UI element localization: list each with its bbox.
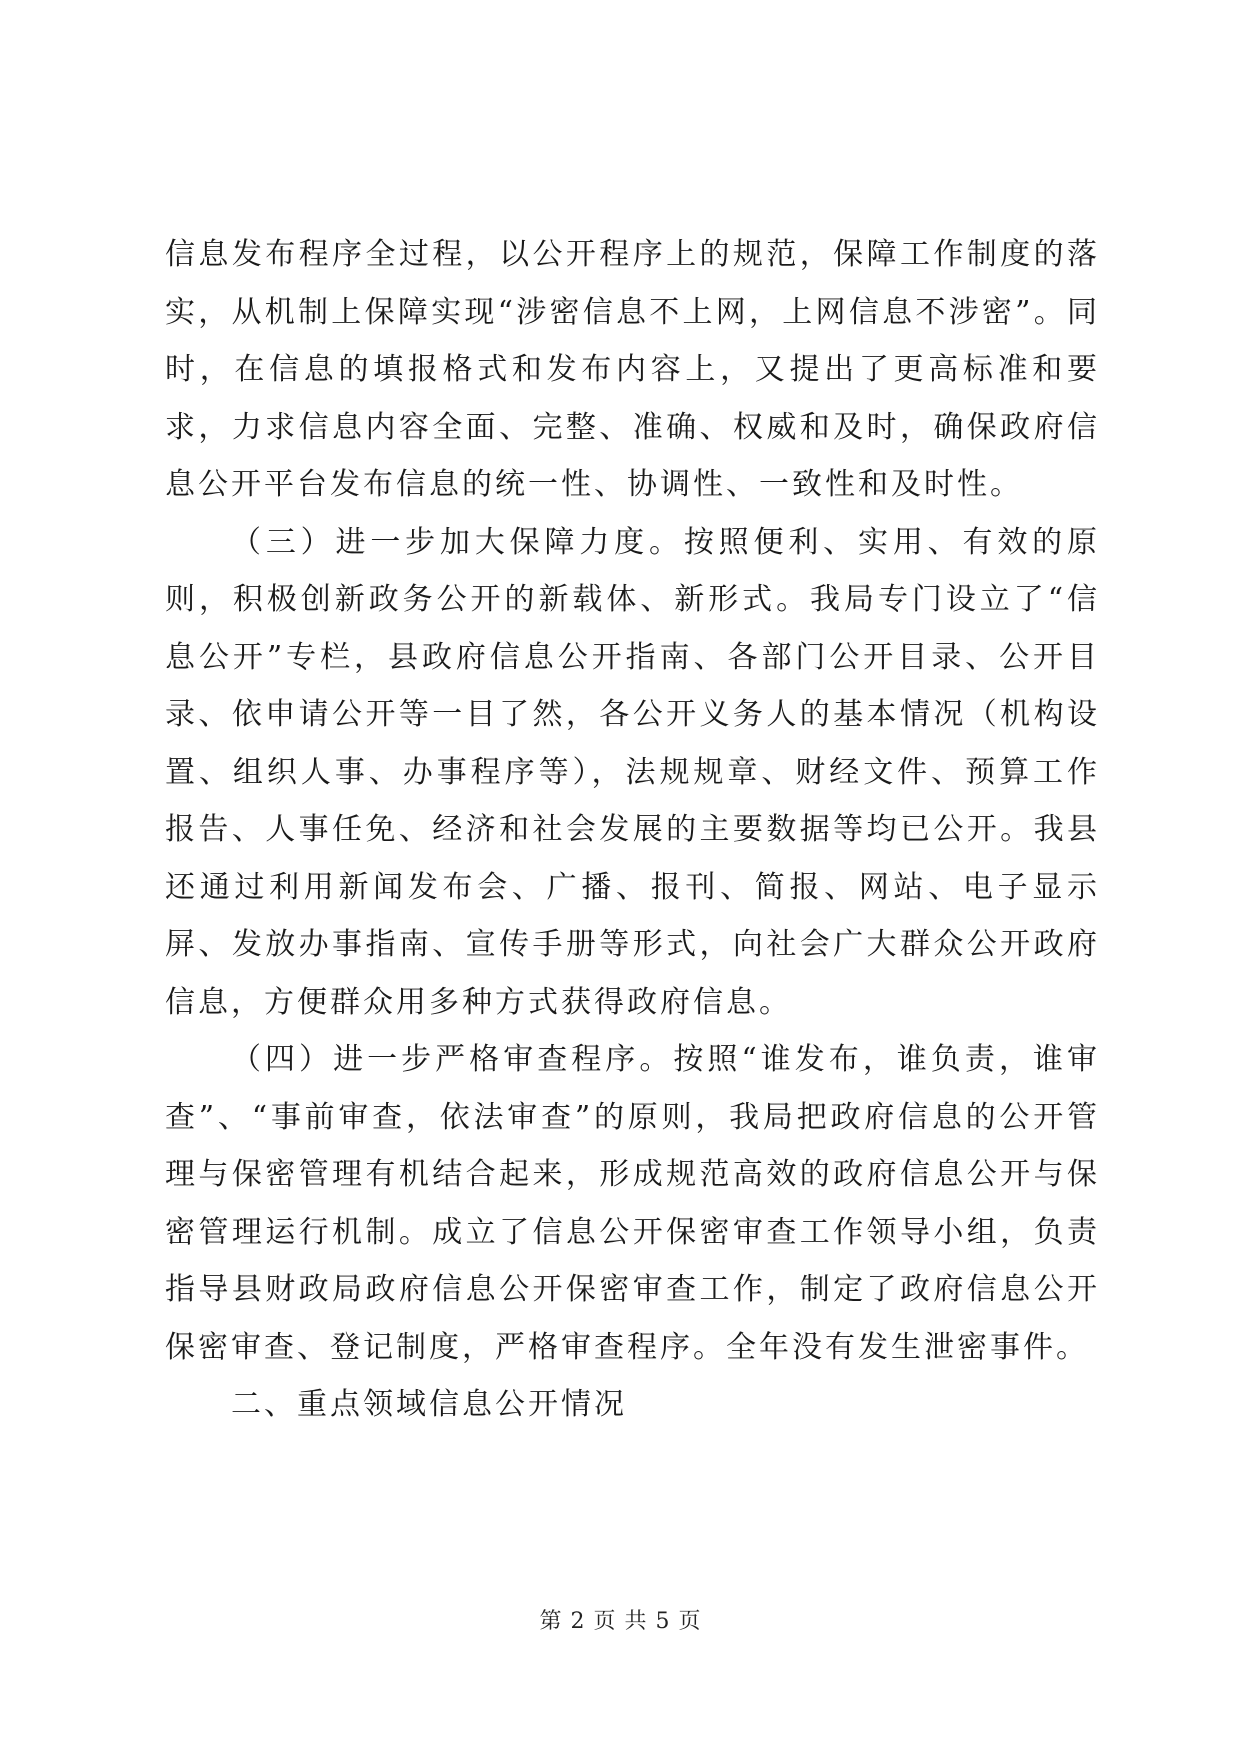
page-number-footer: 第 2 页 共 5 页 xyxy=(539,1609,702,1634)
paragraph-section-four: （四）进一步严格审查程序。按照“谁发布，谁负责，谁审查”、“事前审查，依法审查”的原则，我局把政府信息的公开管理与保密管理有机结合起来，形成规范高效的政府信息公开与保密管理运行机制。成立了信息公开保密审查工作领导小组，负责指导县财政局政府信息公开保密审查工作，制定了政府信息公开保密审查、登记制度，严格审查程序。全年没有发生泄密事件。 xyxy=(165,1042,1100,1365)
document-body xyxy=(165,226,1100,1434)
section-heading-two: 二、重点领域信息公开情况 xyxy=(231,1387,627,1422)
paragraph-section-three: （三）进一步加大保障力度。按照便利、实用、有效的原则，积极创新政务公开的新载体、新形式。我局专门设立了“信息公开”专栏，县政府信息公开指南、各部门公开目录、公开目录、依申请公开等一目了然，各公开义务人的基本情况（机构设置、组织人事、办事程序等），法规规章、财经文件、预算工作报告、人事任免、经济和社会发展的主要数据等均已公开。我县还通过利用新闻发布会、广播、报刊、简报、网站、电子显示屏、发放办事指南、宣传手册等形式，向社会广大群众公开政府信息，方便群众用多种方式获得政府信息。 xyxy=(165,524,1100,1020)
paragraph-continuation: 信息发布程序全过程，以公开程序上的规范，保障工作制度的落实，从机制上保障实现“涉密信息不上网，上网信息不涉密”。同时，在信息的填报格式和发布内容上，又提出了更高标准和要求，力求信息内容全面、完整、准确、权威和及时，确保政府信息公开平台发布信息的统一性、协调性、一致性和及时性。 xyxy=(165,237,1100,502)
